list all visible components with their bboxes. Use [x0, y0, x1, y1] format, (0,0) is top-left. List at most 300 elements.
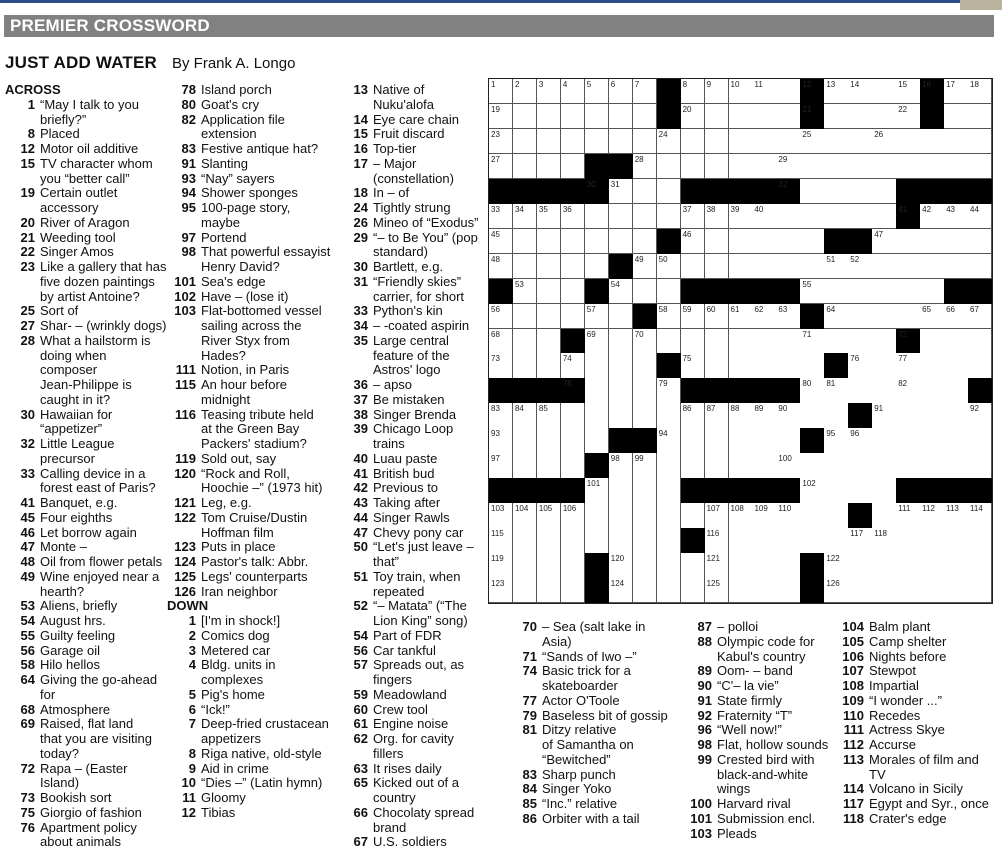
grid-cell[interactable] [824, 528, 848, 553]
grid-cell[interactable] [920, 578, 944, 603]
grid-cell[interactable] [824, 179, 848, 204]
grid-cell[interactable] [705, 453, 729, 478]
grid-cell[interactable] [561, 453, 585, 478]
grid-cell[interactable] [896, 79, 920, 104]
grid-cell[interactable] [848, 478, 872, 503]
grid-cell[interactable] [633, 204, 657, 229]
grid-cell[interactable] [561, 428, 585, 453]
grid-cell[interactable] [872, 104, 896, 129]
grid-cell[interactable] [968, 553, 992, 578]
grid-cell[interactable] [752, 428, 776, 453]
grid-cell[interactable] [657, 503, 681, 528]
grid-cell[interactable] [489, 403, 513, 428]
grid-cell[interactable] [585, 528, 609, 553]
grid-cell[interactable] [513, 453, 537, 478]
grid-cell[interactable] [944, 304, 968, 329]
grid-cell[interactable] [489, 329, 513, 354]
grid-cell[interactable] [752, 453, 776, 478]
grid-cell[interactable] [944, 378, 968, 403]
grid-cell[interactable] [896, 254, 920, 279]
grid-cell[interactable] [872, 204, 896, 229]
grid-cell[interactable] [968, 329, 992, 354]
grid-cell[interactable] [800, 229, 824, 254]
grid-cell[interactable] [800, 528, 824, 553]
grid-cell[interactable] [752, 204, 776, 229]
grid-cell[interactable] [872, 553, 896, 578]
grid-cell[interactable] [681, 154, 705, 179]
grid-cell[interactable] [681, 204, 705, 229]
grid-cell[interactable] [944, 428, 968, 453]
grid-cell[interactable] [920, 229, 944, 254]
grid-cell[interactable] [681, 428, 705, 453]
grid-cell[interactable] [920, 503, 944, 528]
grid-cell[interactable] [729, 104, 753, 129]
grid-cell[interactable] [752, 154, 776, 179]
grid-cell[interactable] [896, 403, 920, 428]
grid-cell[interactable] [968, 229, 992, 254]
grid-cell[interactable] [752, 254, 776, 279]
grid-cell[interactable] [513, 229, 537, 254]
grid-cell[interactable] [729, 304, 753, 329]
grid-cell[interactable] [633, 79, 657, 104]
grid-cell[interactable] [681, 578, 705, 603]
grid-cell[interactable] [968, 304, 992, 329]
grid-cell[interactable] [944, 503, 968, 528]
grid-cell[interactable] [681, 79, 705, 104]
grid-cell[interactable] [872, 304, 896, 329]
grid-cell[interactable] [848, 179, 872, 204]
grid-cell[interactable] [585, 79, 609, 104]
grid-cell[interactable] [824, 553, 848, 578]
grid-cell[interactable] [561, 304, 585, 329]
grid-cell[interactable] [489, 578, 513, 603]
grid-cell[interactable] [872, 453, 896, 478]
grid-cell[interactable] [729, 453, 753, 478]
grid-cell[interactable] [920, 304, 944, 329]
grid-cell[interactable] [585, 478, 609, 503]
grid-cell[interactable] [944, 453, 968, 478]
grid-cell[interactable] [896, 353, 920, 378]
grid-cell[interactable] [609, 553, 633, 578]
grid-cell[interactable] [537, 403, 561, 428]
grid-cell[interactable] [633, 478, 657, 503]
grid-cell[interactable] [824, 154, 848, 179]
grid-cell[interactable] [513, 353, 537, 378]
grid-cell[interactable] [776, 503, 800, 528]
grid-cell[interactable] [537, 154, 561, 179]
grid-cell[interactable] [896, 528, 920, 553]
grid-cell[interactable] [872, 403, 896, 428]
grid-cell[interactable] [729, 79, 753, 104]
grid-cell[interactable] [561, 204, 585, 229]
grid-cell[interactable] [776, 129, 800, 154]
grid-cell[interactable] [872, 129, 896, 154]
grid-cell[interactable] [776, 154, 800, 179]
grid-cell[interactable] [657, 254, 681, 279]
grid-cell[interactable] [513, 528, 537, 553]
grid-cell[interactable] [705, 304, 729, 329]
grid-cell[interactable] [681, 254, 705, 279]
grid-cell[interactable] [561, 279, 585, 304]
grid-cell[interactable] [561, 229, 585, 254]
grid-cell[interactable] [489, 229, 513, 254]
grid-cell[interactable] [561, 503, 585, 528]
grid-cell[interactable] [657, 279, 681, 304]
grid-cell[interactable] [944, 79, 968, 104]
grid-cell[interactable] [705, 154, 729, 179]
grid-cell[interactable] [585, 204, 609, 229]
grid-cell[interactable] [489, 353, 513, 378]
grid-cell[interactable] [800, 353, 824, 378]
grid-cell[interactable] [824, 378, 848, 403]
grid-cell[interactable] [800, 478, 824, 503]
grid-cell[interactable] [705, 528, 729, 553]
grid-cell[interactable] [537, 353, 561, 378]
grid-cell[interactable] [776, 254, 800, 279]
grid-cell[interactable] [657, 129, 681, 154]
grid-cell[interactable] [585, 129, 609, 154]
grid-cell[interactable] [872, 378, 896, 403]
grid-cell[interactable] [633, 229, 657, 254]
grid-cell[interactable] [561, 154, 585, 179]
grid-cell[interactable] [585, 304, 609, 329]
grid-cell[interactable] [729, 353, 753, 378]
grid-cell[interactable] [752, 304, 776, 329]
grid-cell[interactable] [944, 204, 968, 229]
grid-cell[interactable] [513, 129, 537, 154]
grid-cell[interactable] [609, 403, 633, 428]
grid-cell[interactable] [896, 154, 920, 179]
grid-cell[interactable] [513, 578, 537, 603]
grid-cell[interactable] [513, 79, 537, 104]
grid-cell[interactable] [872, 154, 896, 179]
grid-cell[interactable] [609, 503, 633, 528]
grid-cell[interactable] [705, 104, 729, 129]
grid-cell[interactable] [920, 353, 944, 378]
grid-cell[interactable] [657, 403, 681, 428]
grid-cell[interactable] [752, 329, 776, 354]
grid-cell[interactable] [489, 503, 513, 528]
grid-cell[interactable] [489, 104, 513, 129]
grid-cell[interactable] [729, 528, 753, 553]
grid-cell[interactable] [681, 304, 705, 329]
grid-cell[interactable] [848, 528, 872, 553]
grid-cell[interactable] [920, 403, 944, 428]
grid-cell[interactable] [537, 304, 561, 329]
grid-cell[interactable] [609, 478, 633, 503]
grid-cell[interactable] [681, 329, 705, 354]
grid-cell[interactable] [633, 378, 657, 403]
grid-cell[interactable] [657, 553, 681, 578]
grid-cell[interactable] [537, 254, 561, 279]
grid-cell[interactable] [633, 254, 657, 279]
grid-cell[interactable] [585, 329, 609, 354]
grid-cell[interactable] [633, 279, 657, 304]
grid-cell[interactable] [824, 104, 848, 129]
grid-cell[interactable] [585, 353, 609, 378]
grid-cell[interactable] [729, 204, 753, 229]
grid-cell[interactable] [824, 503, 848, 528]
grid-cell[interactable] [489, 129, 513, 154]
grid-cell[interactable] [776, 329, 800, 354]
grid-cell[interactable] [585, 403, 609, 428]
grid-cell[interactable] [489, 453, 513, 478]
grid-cell[interactable] [513, 204, 537, 229]
grid-cell[interactable] [561, 528, 585, 553]
grid-cell[interactable] [920, 254, 944, 279]
grid-cell[interactable] [968, 254, 992, 279]
grid-cell[interactable] [609, 204, 633, 229]
grid-cell[interactable] [896, 578, 920, 603]
grid-cell[interactable] [872, 428, 896, 453]
grid-cell[interactable] [968, 428, 992, 453]
grid-cell[interactable] [968, 403, 992, 428]
grid-cell[interactable] [776, 353, 800, 378]
grid-cell[interactable] [968, 79, 992, 104]
grid-cell[interactable] [848, 279, 872, 304]
grid-cell[interactable] [513, 428, 537, 453]
grid-cell[interactable] [944, 528, 968, 553]
grid-cell[interactable] [872, 329, 896, 354]
grid-cell[interactable] [489, 154, 513, 179]
grid-cell[interactable] [872, 478, 896, 503]
grid-cell[interactable] [681, 104, 705, 129]
grid-cell[interactable] [609, 528, 633, 553]
grid-cell[interactable] [824, 204, 848, 229]
grid-cell[interactable] [705, 403, 729, 428]
grid-cell[interactable] [633, 329, 657, 354]
grid-cell[interactable] [968, 503, 992, 528]
grid-cell[interactable] [800, 154, 824, 179]
grid-cell[interactable] [776, 403, 800, 428]
grid-cell[interactable] [920, 154, 944, 179]
grid-cell[interactable] [729, 254, 753, 279]
grid-cell[interactable] [609, 79, 633, 104]
grid-cell[interactable] [705, 129, 729, 154]
grid-cell[interactable] [537, 428, 561, 453]
grid-cell[interactable] [729, 553, 753, 578]
grid-cell[interactable] [920, 428, 944, 453]
grid-cell[interactable] [609, 179, 633, 204]
grid-cell[interactable] [705, 553, 729, 578]
grid-cell[interactable] [633, 578, 657, 603]
grid-cell[interactable] [920, 129, 944, 154]
grid-cell[interactable] [944, 129, 968, 154]
grid-cell[interactable] [633, 503, 657, 528]
grid-cell[interactable] [848, 578, 872, 603]
grid-cell[interactable] [705, 428, 729, 453]
grid-cell[interactable] [872, 578, 896, 603]
grid-cell[interactable] [657, 304, 681, 329]
grid-cell[interactable] [705, 578, 729, 603]
grid-cell[interactable] [585, 229, 609, 254]
grid-cell[interactable] [681, 353, 705, 378]
grid-cell[interactable] [824, 453, 848, 478]
grid-cell[interactable] [752, 503, 776, 528]
grid-cell[interactable] [848, 553, 872, 578]
grid-cell[interactable] [824, 578, 848, 603]
grid-cell[interactable] [800, 453, 824, 478]
grid-cell[interactable] [920, 279, 944, 304]
grid-cell[interactable] [896, 104, 920, 129]
grid-cell[interactable] [513, 304, 537, 329]
grid-cell[interactable] [872, 528, 896, 553]
grid-cell[interactable] [800, 279, 824, 304]
grid-cell[interactable] [537, 453, 561, 478]
grid-cell[interactable] [896, 428, 920, 453]
grid-cell[interactable] [944, 329, 968, 354]
grid-cell[interactable] [848, 378, 872, 403]
grid-cell[interactable] [920, 204, 944, 229]
grid-cell[interactable] [633, 553, 657, 578]
grid-cell[interactable] [561, 79, 585, 104]
grid-cell[interactable] [920, 378, 944, 403]
grid-cell[interactable] [872, 179, 896, 204]
grid-cell[interactable] [609, 129, 633, 154]
grid-cell[interactable] [729, 129, 753, 154]
grid-cell[interactable] [681, 503, 705, 528]
grid-cell[interactable] [872, 79, 896, 104]
grid-cell[interactable] [752, 353, 776, 378]
grid-cell[interactable] [920, 528, 944, 553]
grid-cell[interactable] [609, 279, 633, 304]
grid-cell[interactable] [609, 378, 633, 403]
grid-cell[interactable] [537, 503, 561, 528]
grid-cell[interactable] [681, 403, 705, 428]
grid-cell[interactable] [609, 329, 633, 354]
grid-cell[interactable] [489, 304, 513, 329]
grid-cell[interactable] [537, 79, 561, 104]
grid-cell[interactable] [729, 329, 753, 354]
grid-cell[interactable] [776, 578, 800, 603]
grid-cell[interactable] [681, 553, 705, 578]
grid-cell[interactable] [657, 179, 681, 204]
grid-cell[interactable] [944, 254, 968, 279]
grid-cell[interactable] [489, 79, 513, 104]
grid-cell[interactable] [776, 453, 800, 478]
grid-cell[interactable] [800, 254, 824, 279]
grid-cell[interactable] [752, 578, 776, 603]
grid-cell[interactable] [848, 353, 872, 378]
grid-cell[interactable] [800, 179, 824, 204]
grid-cell[interactable] [848, 204, 872, 229]
grid-cell[interactable] [609, 104, 633, 129]
grid-cell[interactable] [752, 403, 776, 428]
grid-cell[interactable] [585, 104, 609, 129]
grid-cell[interactable] [585, 254, 609, 279]
grid-cell[interactable] [848, 304, 872, 329]
grid-cell[interactable] [896, 553, 920, 578]
grid-cell[interactable] [824, 279, 848, 304]
grid-cell[interactable] [513, 503, 537, 528]
grid-cell[interactable] [800, 204, 824, 229]
grid-cell[interactable] [705, 204, 729, 229]
grid-cell[interactable] [752, 104, 776, 129]
grid-cell[interactable] [848, 329, 872, 354]
grid-cell[interactable] [489, 553, 513, 578]
grid-cell[interactable] [776, 528, 800, 553]
grid-cell[interactable] [968, 578, 992, 603]
grid-cell[interactable] [537, 129, 561, 154]
grid-cell[interactable] [585, 378, 609, 403]
grid-cell[interactable] [561, 104, 585, 129]
grid-cell[interactable] [513, 154, 537, 179]
grid-cell[interactable] [896, 453, 920, 478]
grid-cell[interactable] [657, 428, 681, 453]
grid-cell[interactable] [872, 254, 896, 279]
grid-cell[interactable] [633, 129, 657, 154]
grid-cell[interactable] [800, 129, 824, 154]
grid-cell[interactable] [729, 578, 753, 603]
grid-cell[interactable] [657, 578, 681, 603]
grid-cell[interactable] [705, 79, 729, 104]
grid-cell[interactable] [657, 453, 681, 478]
grid-cell[interactable] [848, 79, 872, 104]
grid-cell[interactable] [776, 204, 800, 229]
grid-cell[interactable] [609, 229, 633, 254]
grid-cell[interactable] [681, 229, 705, 254]
grid-cell[interactable] [537, 229, 561, 254]
grid-cell[interactable] [800, 378, 824, 403]
grid-cell[interactable] [824, 329, 848, 354]
grid-cell[interactable] [824, 478, 848, 503]
grid-cell[interactable] [657, 329, 681, 354]
grid-cell[interactable] [920, 553, 944, 578]
grid-cell[interactable] [705, 503, 729, 528]
grid-cell[interactable] [944, 154, 968, 179]
grid-cell[interactable] [657, 204, 681, 229]
grid-cell[interactable] [872, 353, 896, 378]
grid-cell[interactable] [968, 453, 992, 478]
grid-cell[interactable] [752, 229, 776, 254]
grid-cell[interactable] [633, 453, 657, 478]
grid-cell[interactable] [729, 403, 753, 428]
grid-cell[interactable] [920, 453, 944, 478]
grid-cell[interactable] [752, 79, 776, 104]
grid-cell[interactable] [848, 453, 872, 478]
grid-cell[interactable] [729, 229, 753, 254]
grid-cell[interactable] [729, 154, 753, 179]
grid-cell[interactable] [585, 503, 609, 528]
grid-cell[interactable] [561, 578, 585, 603]
grid-cell[interactable] [776, 553, 800, 578]
grid-cell[interactable] [920, 329, 944, 354]
grid-cell[interactable] [657, 378, 681, 403]
grid-cell[interactable] [489, 428, 513, 453]
grid-cell[interactable] [633, 104, 657, 129]
grid-cell[interactable] [968, 204, 992, 229]
grid-cell[interactable] [513, 403, 537, 428]
grid-cell[interactable] [513, 553, 537, 578]
grid-cell[interactable] [896, 129, 920, 154]
grid-cell[interactable] [848, 104, 872, 129]
grid-cell[interactable] [561, 553, 585, 578]
grid-cell[interactable] [752, 553, 776, 578]
grid-cell[interactable] [944, 553, 968, 578]
grid-cell[interactable] [944, 578, 968, 603]
grid-cell[interactable] [776, 79, 800, 104]
grid-cell[interactable] [968, 353, 992, 378]
grid-cell[interactable] [537, 104, 561, 129]
grid-cell[interactable] [633, 154, 657, 179]
grid-cell[interactable] [872, 279, 896, 304]
grid-cell[interactable] [705, 329, 729, 354]
grid-cell[interactable] [944, 229, 968, 254]
grid-cell[interactable] [729, 428, 753, 453]
grid-cell[interactable] [824, 79, 848, 104]
grid-cell[interactable] [872, 503, 896, 528]
grid-cell[interactable] [681, 129, 705, 154]
